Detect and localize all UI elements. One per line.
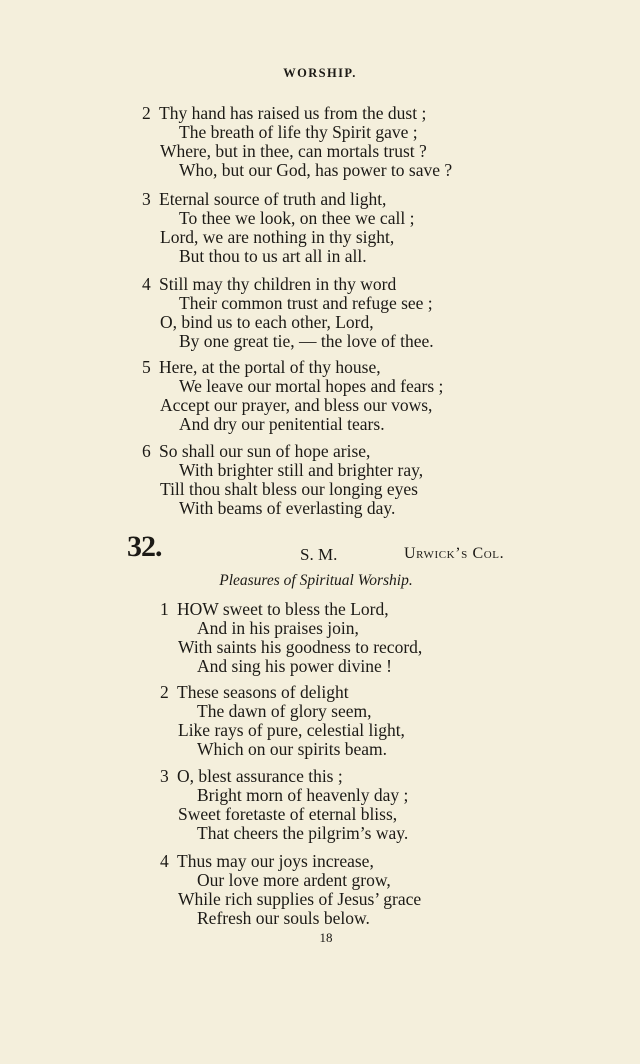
verse-line: By one great tie, — the love of thee. <box>179 331 434 351</box>
stanza-number: 4 <box>142 274 151 294</box>
verse-line: And dry our penitential tears. <box>179 414 385 434</box>
stanza-number: 2 <box>160 682 169 702</box>
verse-line: Till thou shalt bless our longing eyes <box>160 479 418 499</box>
verse-line: Thus may our joys increase, <box>177 851 374 871</box>
verse-line: To thee we look, on thee we call ; <box>179 208 415 228</box>
verse-line: While rich supplies of Jesus’ grace <box>178 889 422 909</box>
stanza-number: 2 <box>142 103 151 123</box>
verse-line: Where, but in thee, can mortals trust ? <box>160 141 427 161</box>
verse-line: With beams of everlasting day. <box>179 498 396 518</box>
verse-line: Who, but our God, has power to save ? <box>179 160 453 180</box>
hymn-31-stanza-2 <box>142 104 452 180</box>
verse-line: And in his praises join, <box>197 618 359 638</box>
verse-line: Which on our spirits beam. <box>197 739 388 759</box>
hymn-meter: S. M. <box>300 545 338 564</box>
verse-line: But thou to us art all in all. <box>179 246 367 266</box>
hymn-31-stanza-4 <box>142 275 434 351</box>
verse-line: With brighter still and brighter ray, <box>179 460 424 480</box>
verse-line: Lord, we are nothing in thy sight, <box>160 227 395 247</box>
verse-line: Accept our prayer, and bless our vows, <box>160 395 433 415</box>
page-number: 18 <box>319 930 333 945</box>
verse-line: So shall our sun of hope arise, <box>159 441 371 461</box>
hymn-title: Pleasures of Spiritual Worship. <box>219 572 413 589</box>
hymn-31-stanza-5 <box>142 358 443 434</box>
verse-line: That cheers the pilgrim’s way. <box>197 823 409 843</box>
verse-line: The dawn of glory seem, <box>197 701 372 721</box>
verse-line: We leave our mortal hopes and fears ; <box>179 376 444 396</box>
hymn-32-stanza-1 <box>160 600 422 676</box>
verse-line: HOW sweet to bless the Lord, <box>177 599 389 619</box>
verse-line: Here, at the portal of thy house, <box>159 357 381 377</box>
verse-line: Refresh our souls below. <box>197 908 370 928</box>
verse-line: Our love more ardent grow, <box>197 870 391 890</box>
running-head: WORSHIP. <box>283 66 357 80</box>
verse-line: The breath of life thy Spirit gave ; <box>179 122 418 142</box>
verse-line: Sweet foretaste of eternal bliss, <box>178 804 398 824</box>
verse-line: O, blest assurance this ; <box>177 766 343 786</box>
hymn-tune: Urwick’s Col. <box>404 545 505 562</box>
verse-line: With saints his goodness to record, <box>178 637 423 657</box>
verse-line: Like rays of pure, celestial light, <box>178 720 405 740</box>
stanza-number: 4 <box>160 851 169 871</box>
hymn-31-stanza-6 <box>142 442 423 518</box>
stanza-number: 3 <box>142 189 151 209</box>
verse-line: O, bind us to each other, Lord, <box>160 312 374 332</box>
verse-line: Still may thy children in thy word <box>159 274 397 294</box>
hymn-32-stanza-3 <box>160 767 408 843</box>
verse-line: These seasons of delight <box>177 682 349 702</box>
stanza-number: 5 <box>142 357 151 377</box>
verse-line: Bright morn of heavenly day ; <box>197 785 409 805</box>
hymn-32-stanza-4 <box>160 852 421 928</box>
hymn-31-stanza-3 <box>142 190 414 266</box>
verse-line: Eternal source of truth and light, <box>159 189 387 209</box>
stanza-number: 6 <box>142 441 151 461</box>
hymn-32-stanza-2 <box>160 683 405 759</box>
verse-line: Their common trust and refuge see ; <box>179 293 433 313</box>
stanza-number: 1 <box>160 599 169 619</box>
verse-line: And sing his power divine ! <box>197 656 392 676</box>
verse-line: Thy hand has raised us from the dust ; <box>159 103 427 123</box>
hymn-number: 32. <box>127 530 162 563</box>
stanza-number: 3 <box>160 766 169 786</box>
